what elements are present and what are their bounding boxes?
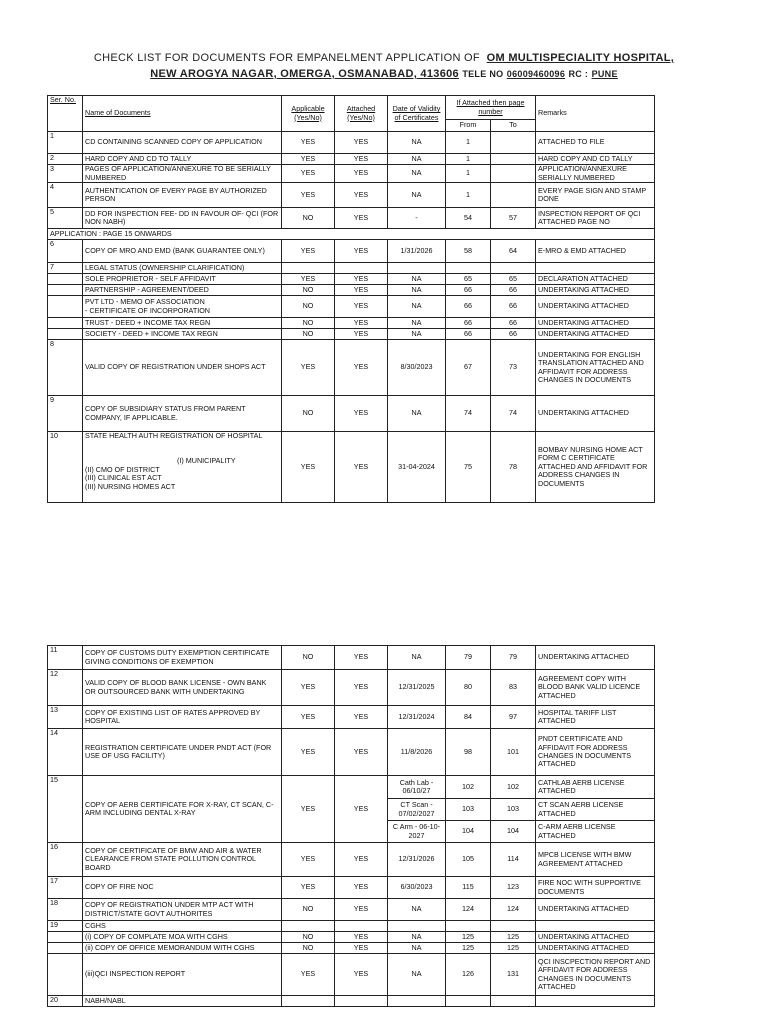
cell-remarks: HOSPITAL TARIFF LIST ATTACHED: [536, 706, 655, 729]
cell-validity-date: [388, 263, 446, 274]
cell-page-from: [446, 921, 491, 932]
cell-validity-date: NA: [388, 296, 446, 318]
cell-validity-date: 1/31/2026: [388, 240, 446, 263]
table-row: [48, 776, 655, 799]
cell-applicable: NO: [282, 396, 335, 432]
col-header-name: Name of Documents: [83, 96, 282, 132]
cell-validity-date: NA: [388, 954, 446, 996]
cell-page-to: 78: [491, 432, 536, 503]
table-row: [48, 706, 655, 729]
cell-page-to: 65: [491, 274, 536, 285]
cell-validity-date: 6/30/2023: [388, 877, 446, 899]
cell-ser-no: [48, 285, 83, 296]
cell-attached: YES: [335, 340, 388, 396]
cell-attached: YES: [335, 154, 388, 165]
cell-attached: YES: [335, 132, 388, 154]
cell-page-to: 66: [491, 329, 536, 340]
cell-attached: YES: [335, 706, 388, 729]
cell-page-from: 1: [446, 183, 491, 208]
cell-document-name: VALID COPY OF REGISTRATION UNDER SHOPS ACT: [83, 340, 282, 396]
cell-validity-date: NA: [388, 183, 446, 208]
cell-document-name: COPY OF EXISTING LIST OF RATES APPROVED BY HOSPITAL: [83, 706, 282, 729]
cell-attached: YES: [335, 208, 388, 229]
cell-ser-no: 3: [48, 165, 83, 183]
cell-ser-no: 10: [48, 432, 83, 503]
cell-document-name: (ii) COPY OF OFFICE MEMORANDUM WITH CGHS: [83, 943, 282, 954]
table-row: [48, 240, 655, 263]
table-row: [48, 877, 655, 899]
cell-page-to: 131: [491, 954, 536, 996]
table-row: [48, 132, 655, 154]
cell-applicable: YES: [282, 432, 335, 503]
cell-attached: YES: [335, 432, 388, 503]
cell-applicable: YES: [282, 154, 335, 165]
cell-ser-no: 15: [48, 776, 83, 843]
cell-document-name: CGHS: [83, 921, 282, 932]
cell-validity-date: NA: [388, 318, 446, 329]
doc-title-line1: [0, 52, 768, 64]
cell-remarks: CT SCAN AERB LICENSE ATTACHED: [536, 799, 655, 821]
col-header-applicable: Applicable (Yes/No): [282, 96, 335, 132]
cell-remarks: BOMBAY NURSING HOME ACT FORM C CERTIFICATE ATTACHED AND AFFIDAVIT FOR ADDRESS CHANGES IN DOCUMENTS: [536, 432, 655, 503]
table-row: [48, 285, 655, 296]
cell-document-name: CD CONTAINING SCANNED COPY OF APPLICATION: [83, 132, 282, 154]
rc-label: RC :: [568, 69, 589, 79]
cell-document-name: LEGAL STATUS (OWNERSHIP CLARIFICATION): [83, 263, 282, 274]
cell-ser-no: 18: [48, 899, 83, 921]
cell-ser-no: [48, 318, 83, 329]
col-header-validity: Date of Validity of Certificates: [388, 96, 446, 132]
cell-page-to: [491, 921, 536, 932]
cell-attached: [335, 921, 388, 932]
cell-attached: YES: [335, 329, 388, 340]
cell-validity-date: [388, 921, 446, 932]
table-row: [48, 843, 655, 877]
cell-applicable: YES: [282, 877, 335, 899]
cell-document-name: REGISTRATION CERTIFICATE UNDER PNDT ACT (FOR USE OF USG FACILITY): [83, 729, 282, 776]
document-name-line: STATE HEALTH AUTH REGISTRATION OF HOSPITAL: [85, 431, 263, 440]
rc-value: PUNE: [591, 69, 618, 79]
col-header-pages: If Attached then page number: [446, 96, 536, 120]
cell-document-name: COPY OF FIRE NOC: [83, 877, 282, 899]
cell-page-from: 66: [446, 296, 491, 318]
cell-applicable: YES: [282, 954, 335, 996]
cell-validity-date: NA: [388, 274, 446, 285]
cell-page-from: 125: [446, 932, 491, 943]
cell-page-to: 73: [491, 340, 536, 396]
cell-validity-date: NA: [388, 165, 446, 183]
cell-document-name: PAGES OF APPLICATION/ANNEXURE TO BE SERIALLY NUMBERED: [83, 165, 282, 183]
cell-applicable: NO: [282, 932, 335, 943]
cell-applicable: YES: [282, 843, 335, 877]
cell-ser-no: [48, 274, 83, 285]
cell-applicable: NO: [282, 285, 335, 296]
cell-ser-no: 2: [48, 154, 83, 165]
cell-validity-date: NA: [388, 932, 446, 943]
checklist-table-1: [47, 95, 655, 503]
cell-ser-no: 16: [48, 843, 83, 877]
table-row: [48, 996, 655, 1007]
cell-ser-no: 13: [48, 706, 83, 729]
doc-title-line2: [0, 68, 768, 80]
table-row: [48, 229, 655, 240]
cell-ser-no: 7: [48, 263, 83, 274]
cell-applicable: [282, 921, 335, 932]
cell-page-to: 79: [491, 646, 536, 670]
cell-applicable: [282, 263, 335, 274]
cell-ser-no: 14: [48, 729, 83, 776]
cell-ser-no: 1: [48, 132, 83, 154]
cell-ser-no: [48, 329, 83, 340]
cell-page-to: 101: [491, 729, 536, 776]
cell-remarks: FIRE NOC WITH SUPPORTIVE DOCUMENTS: [536, 877, 655, 899]
cell-attached: YES: [335, 183, 388, 208]
cell-page-from: 1: [446, 165, 491, 183]
cell-remarks: EVERY PAGE SIGN AND STAMP DONE: [536, 183, 655, 208]
cell-document-name: (i) COPY OF COMPLATE MOA WITH CGHS: [83, 932, 282, 943]
cell-ser-no: [48, 932, 83, 943]
cell-attached: YES: [335, 285, 388, 296]
cell-applicable: NO: [282, 899, 335, 921]
cell-attached: YES: [335, 646, 388, 670]
cell-validity-date: -: [388, 208, 446, 229]
cell-document-name: COPY OF REGISTRATION UNDER MTP ACT WITH DISTRICT/STATE GOVT AUTHORITES: [83, 899, 282, 921]
cell-page-to: [491, 996, 536, 1007]
cell-remarks: UNDERTAKING ATTACHED: [536, 318, 655, 329]
table-row: [48, 154, 655, 165]
cell-validity-date: C Arm - 06-10-2027: [388, 821, 446, 843]
table-row: [48, 296, 655, 318]
cell-document-name: [83, 432, 282, 503]
col-header-remarks: Remarks: [536, 96, 655, 132]
cell-page-from: 66: [446, 318, 491, 329]
table-row: [48, 165, 655, 183]
cell-ser-no: 6: [48, 240, 83, 263]
cell-page-from: 105: [446, 843, 491, 877]
cell-remarks: [536, 921, 655, 932]
checklist-table-2: [47, 645, 655, 1007]
cell-remarks: [536, 263, 655, 274]
cell-page-from: 103: [446, 799, 491, 821]
cell-page-from: 80: [446, 670, 491, 706]
cell-page-to: [491, 154, 536, 165]
cell-validity-date: 12/31/2025: [388, 670, 446, 706]
cell-applicable: YES: [282, 340, 335, 396]
cell-remarks: UNDERTAKING ATTACHED: [536, 646, 655, 670]
cell-validity-date: 12/31/2024: [388, 706, 446, 729]
cell-applicable: YES: [282, 706, 335, 729]
cell-page-from: 102: [446, 776, 491, 799]
cell-document-name: COPY OF SUBSIDIARY STATUS FROM PARENT COMPANY, IF APPLICABLE.: [83, 396, 282, 432]
cell-document-name: (iii)QCI INSPECTION REPORT: [83, 954, 282, 996]
cell-document-name: SOLE PROPRIETOR - SELF AFFIDAVIT: [83, 274, 282, 285]
cell-attached: [335, 263, 388, 274]
cell-applicable: YES: [282, 776, 335, 843]
cell-page-from: 66: [446, 285, 491, 296]
cell-page-from: 66: [446, 329, 491, 340]
cell-ser-no: 5: [48, 208, 83, 229]
table-row: [48, 670, 655, 706]
cell-attached: YES: [335, 670, 388, 706]
cell-remarks: [536, 996, 655, 1007]
cell-remarks: INSPECTION REPORT OF QCI ATTACHED PAGE NO: [536, 208, 655, 229]
cell-attached: YES: [335, 318, 388, 329]
cell-page-to: 97: [491, 706, 536, 729]
cell-document-name: NABH/NABL: [83, 996, 282, 1007]
cell-page-to: 125: [491, 943, 536, 954]
cell-remarks: DECLARATION ATTACHED: [536, 274, 655, 285]
cell-attached: YES: [335, 954, 388, 996]
cell-remarks: AGREEMENT COPY WITH BLOOD BANK VALID LICENCE ATTACHED: [536, 670, 655, 706]
table-row: [48, 263, 655, 274]
cell-page-from: 54: [446, 208, 491, 229]
cell-remarks: APPLICATION/ANNEXURE SERIALLY NUMBERED: [536, 165, 655, 183]
cell-remarks: UNDERTAKING ATTACHED: [536, 943, 655, 954]
header-row: [48, 96, 655, 120]
col-header-attached: Attached (Yes/No): [335, 96, 388, 132]
cell-attached: YES: [335, 943, 388, 954]
cell-applicable: NO: [282, 646, 335, 670]
cell-applicable: NO: [282, 329, 335, 340]
cell-attached: YES: [335, 932, 388, 943]
cell-remarks: UNDERTAKING ATTACHED: [536, 296, 655, 318]
cell-ser-no: 12: [48, 670, 83, 706]
cell-page-to: 57: [491, 208, 536, 229]
cell-applicable: NO: [282, 208, 335, 229]
cell-page-from: 67: [446, 340, 491, 396]
cell-page-to: 104: [491, 821, 536, 843]
cell-applicable: YES: [282, 729, 335, 776]
cell-page-from: 126: [446, 954, 491, 996]
cell-applicable: YES: [282, 240, 335, 263]
cell-validity-date: NA: [388, 899, 446, 921]
cell-validity-date: Cath Lab - 06/10/27: [388, 776, 446, 799]
cell-page-from: 98: [446, 729, 491, 776]
cell-remarks: E-MRO & EMD ATTACHED: [536, 240, 655, 263]
cell-document-name: COPY OF CUSTOMS DUTY EXEMPTION CERTIFICATE GIVING CONDITIONS OF EXEMPTION: [83, 646, 282, 670]
cell-page-from: 58: [446, 240, 491, 263]
cell-document-name: PVT LTD - MEMO OF ASSOCIATION - CERTIFICATE OF INCORPORATION: [83, 296, 282, 318]
cell-remarks: PNDT CERTIFICATE AND AFFIDAVIT FOR ADDRESS CHANGES IN DOCUMENTS ATTACHED: [536, 729, 655, 776]
cell-document-name: AUTHENTICATION OF EVERY PAGE BY AUTHORIZED PERSON: [83, 183, 282, 208]
cell-remarks: HARD COPY AND CD TALLY: [536, 154, 655, 165]
title-prefix: CHECK LIST FOR DOCUMENTS FOR EMPANELMENT APPLICATION OF: [93, 52, 480, 64]
cell-remarks: UNDERTAKING ATTACHED: [536, 396, 655, 432]
cell-page-from: 1: [446, 154, 491, 165]
cell-page-to: 124: [491, 899, 536, 921]
cell-ser-no: 19: [48, 921, 83, 932]
cell-ser-no: 8: [48, 340, 83, 396]
table-row: [48, 329, 655, 340]
cell-attached: YES: [335, 396, 388, 432]
cell-applicable: NO: [282, 296, 335, 318]
document-sub-lines: (II) CMO OF DISTRICT (III) CLINICAL EST ACT (III) NURSING HOMES ACT: [85, 464, 176, 491]
section-row-label: APPLICATION : PAGE 15 ONWARDS: [48, 229, 655, 240]
cell-page-to: 125: [491, 932, 536, 943]
cell-page-to: 123: [491, 877, 536, 899]
cell-validity-date: NA: [388, 329, 446, 340]
cell-document-name: COPY OF MRO AND EMD (BANK GUARANTEE ONLY): [83, 240, 282, 263]
cell-page-to: 66: [491, 296, 536, 318]
table-row: [48, 943, 655, 954]
cell-remarks: UNDERTAKING ATTACHED: [536, 899, 655, 921]
cell-document-name: COPY OF CERTIFICATE OF BMW AND AIR & WATER CLEARANCE FROM STATE POLLUTION CONTROL BOARD: [83, 843, 282, 877]
cell-validity-date: NA: [388, 396, 446, 432]
col-header-ser: Ser. No.: [48, 96, 83, 132]
cell-page-from: 125: [446, 943, 491, 954]
cell-ser-no: [48, 954, 83, 996]
cell-validity-date: NA: [388, 646, 446, 670]
cell-remarks: ATTACHED TO FILE: [536, 132, 655, 154]
cell-applicable: YES: [282, 183, 335, 208]
table-row: [48, 729, 655, 776]
tele-number: 06009460096: [506, 69, 566, 79]
cell-page-from: 84: [446, 706, 491, 729]
table-row: [48, 932, 655, 943]
cell-document-name: DD FOR INSPECTION FEE- DD IN FAVOUR OF- QCI (FOR NON NABH): [83, 208, 282, 229]
table-row: [48, 183, 655, 208]
hospital-address: NEW AROGYA NAGAR, OMERGA, OSMANABAD, 413606: [150, 68, 459, 80]
cell-applicable: YES: [282, 165, 335, 183]
cell-attached: YES: [335, 843, 388, 877]
cell-applicable: NO: [282, 318, 335, 329]
cell-page-to: 74: [491, 396, 536, 432]
cell-page-from: 104: [446, 821, 491, 843]
cell-remarks: UNDERTAKING ATTACHED: [536, 932, 655, 943]
table-row: [48, 954, 655, 996]
cell-attached: [335, 996, 388, 1007]
document-sub-line: (I) MUNICIPALITY: [177, 456, 236, 466]
cell-validity-date: NA: [388, 943, 446, 954]
cell-page-to: [491, 263, 536, 274]
table-row: [48, 274, 655, 285]
cell-attached: YES: [335, 274, 388, 285]
cell-page-from: 65: [446, 274, 491, 285]
cell-page-from: 1: [446, 132, 491, 154]
cell-page-to: 114: [491, 843, 536, 877]
cell-page-to: 102: [491, 776, 536, 799]
cell-page-to: 66: [491, 318, 536, 329]
cell-validity-date: 11/8/2026: [388, 729, 446, 776]
cell-applicable: [282, 996, 335, 1007]
table-row: [48, 432, 655, 503]
col-header-from: From: [446, 120, 491, 132]
cell-ser-no: 17: [48, 877, 83, 899]
cell-page-from: 75: [446, 432, 491, 503]
table-row: [48, 899, 655, 921]
cell-validity-date: NA: [388, 285, 446, 296]
cell-remarks: UNDERTAKING ATTACHED: [536, 285, 655, 296]
tele-label: TELE NO: [462, 69, 504, 79]
cell-document-name: PARTNERSHIP - AGREEMENT/DEED: [83, 285, 282, 296]
cell-remarks: UNDERTAKING ATTACHED: [536, 329, 655, 340]
cell-attached: YES: [335, 877, 388, 899]
table-row: [48, 396, 655, 432]
cell-ser-no: 11: [48, 646, 83, 670]
cell-ser-no: [48, 943, 83, 954]
cell-validity-date: 12/31/2026: [388, 843, 446, 877]
cell-remarks: MPCB LICENSE WITH BMW AGREEMENT ATTACHED: [536, 843, 655, 877]
cell-document-name: SOCIETY - DEED + INCOME TAX REGN: [83, 329, 282, 340]
cell-attached: YES: [335, 240, 388, 263]
cell-applicable: YES: [282, 274, 335, 285]
cell-document-name: COPY OF AERB CERTIFICATE FOR X-RAY, CT SCAN, C-ARM INCLUDING DENTAL X-RAY: [83, 776, 282, 843]
cell-validity-date: [388, 996, 446, 1007]
cell-ser-no: [48, 296, 83, 318]
cell-validity-date: 8/30/2023: [388, 340, 446, 396]
cell-document-name: HARD COPY AND CD TO TALLY: [83, 154, 282, 165]
cell-page-from: [446, 263, 491, 274]
cell-attached: YES: [335, 899, 388, 921]
cell-page-from: [446, 996, 491, 1007]
cell-applicable: NO: [282, 943, 335, 954]
cell-page-from: 74: [446, 396, 491, 432]
cell-page-to: 66: [491, 285, 536, 296]
cell-page-from: 124: [446, 899, 491, 921]
table-row: [48, 646, 655, 670]
cell-page-to: 103: [491, 799, 536, 821]
cell-page-to: 64: [491, 240, 536, 263]
cell-applicable: YES: [282, 132, 335, 154]
table-row: [48, 318, 655, 329]
cell-applicable: YES: [282, 670, 335, 706]
cell-validity-date: 31-04-2024: [388, 432, 446, 503]
cell-attached: YES: [335, 776, 388, 843]
cell-attached: YES: [335, 165, 388, 183]
cell-validity-date: CT Scan - 07/02/2027: [388, 799, 446, 821]
cell-page-from: 79: [446, 646, 491, 670]
cell-page-to: 83: [491, 670, 536, 706]
cell-attached: YES: [335, 296, 388, 318]
cell-page-from: 115: [446, 877, 491, 899]
cell-page-to: [491, 165, 536, 183]
cell-remarks: CATHLAB AERB LICENSE ATTACHED: [536, 776, 655, 799]
hospital-name: OM MULTISPECIALITY HOSPITAL,: [486, 52, 675, 64]
table-row: [48, 208, 655, 229]
cell-attached: YES: [335, 729, 388, 776]
cell-document-name: TRUST - DEED + INCOME TAX REGN: [83, 318, 282, 329]
col-header-to: To: [491, 120, 536, 132]
cell-ser-no: 4: [48, 183, 83, 208]
cell-document-name: VALID COPY OF BLOOD BANK LICENSE - OWN BANK OR OUTSOURCED BANK WITH UNDERTAKING: [83, 670, 282, 706]
cell-remarks: UNDERTAKING FOR ENGLISH TRANSLATION ATTACHED AND AFFIDAVIT FOR ADDRESS CHANGES IN DOCUMENTS: [536, 340, 655, 396]
cell-validity-date: NA: [388, 154, 446, 165]
cell-page-to: [491, 132, 536, 154]
cell-ser-no: 9: [48, 396, 83, 432]
cell-remarks: QCI INSCPECTION REPORT AND AFFIDAVIT FOR ADDRESS CHANGES IN DOCUMENTS ATTACHED: [536, 954, 655, 996]
cell-remarks: C-ARM AERB LICENSE ATTACHED: [536, 821, 655, 843]
table-row: [48, 340, 655, 396]
cell-ser-no: 20: [48, 996, 83, 1007]
cell-page-to: [491, 183, 536, 208]
cell-validity-date: NA: [388, 132, 446, 154]
table-row: [48, 921, 655, 932]
